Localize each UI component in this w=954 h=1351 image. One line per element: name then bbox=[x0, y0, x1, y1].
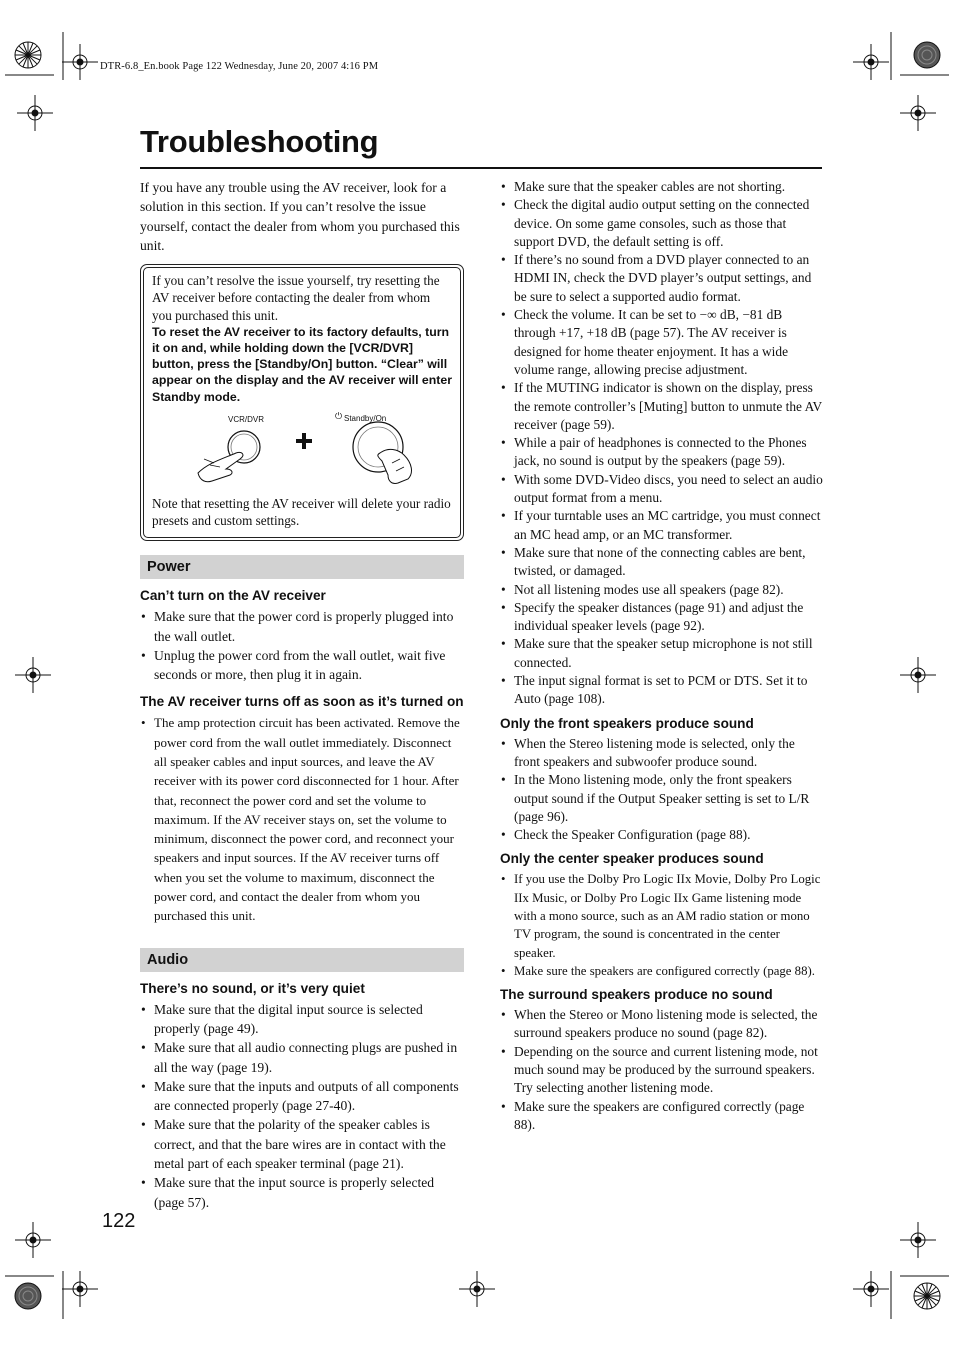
list-item: • Make sure that the speaker cables are not shorting. bbox=[500, 178, 824, 196]
list-item: • Specify the speaker distances (page 91) and adjust the individual speaker levels (page 92). bbox=[500, 599, 824, 636]
list-item: • Make sure that none of the connecting cables are bent, twisted, or damaged. bbox=[500, 544, 824, 581]
list-item: • When the Stereo or Mono listening mode is selected, the surround speakers produce no sound (page 82). bbox=[500, 1006, 824, 1043]
list-item: • While a pair of headphones is connected to the Phones jack, no sound is output by the speakers (page 59). bbox=[500, 434, 824, 471]
page-title: Troubleshooting bbox=[140, 124, 379, 159]
note-text: If you can’t resolve the issue yourself, try resetting the AV receiver before contacting the dealer from whom you purchased this unit. bbox=[152, 273, 440, 323]
list-item: • Check the volume. It can be set to −∞ dB, −81 dB through +17, +18 dB (page 57). The AV receiver is designed for home theater enjoyment. It has a wide volume range, allowing precise adjustment. bbox=[500, 306, 824, 379]
list-item: • Not all listening modes use all speakers (page 82). bbox=[500, 581, 824, 599]
list-no-sound-right bbox=[500, 178, 824, 709]
subheading-front-only: Only the front speakers produce sound bbox=[500, 715, 754, 731]
list-item: • If the MUTING indicator is shown on the display, press the remote controller’s [Muting] button to unmute the AV receiver (page 59). bbox=[500, 379, 824, 434]
list-turns-off bbox=[140, 713, 464, 925]
right-column bbox=[500, 178, 824, 1134]
list-item: • With some DVD-Video discs, you need to select an audio output format from a menu. bbox=[500, 471, 824, 508]
list-item: • Make sure that the digital input source is selected properly (page 49). bbox=[140, 1000, 464, 1039]
page-number: 122 bbox=[102, 1210, 136, 1232]
subheading-center-only: Only the center speaker produces sound bbox=[500, 851, 764, 867]
list-item: • If there’s no sound from a DVD player connected to an HDMI IN, check the DVD player’s output settings, and be sure to select a supported audio format. bbox=[500, 251, 824, 306]
list-front-only bbox=[500, 735, 824, 845]
list-item: • In the Mono listening mode, only the front speakers output sound if the Output Speaker setting is set to L/R (page 96). bbox=[500, 771, 824, 826]
subheading-cant-turn-on: Can’t turn on the AV receiver bbox=[140, 588, 326, 604]
note-warning: Note that resetting the AV receiver will delete your radio presets and custom settings. bbox=[152, 495, 451, 529]
reset-instructions: To reset the AV receiver to its factory defaults, turn it on and, while holding down the [VCR/DVR] button, press the [Standby/On] button. “Clear” will appear on the display and the AV receiver will enter Standby mode. bbox=[152, 324, 453, 404]
power-symbol-icon: ⏻ bbox=[335, 410, 343, 421]
subheading-no-sound: There’s no sound, or it’s very quiet bbox=[140, 980, 365, 996]
subheading-turns-off: The AV receiver turns off as soon as it’s turned on bbox=[140, 694, 464, 710]
list-item: • Check the Speaker Configuration (page 88). bbox=[500, 826, 824, 844]
list-item: • Make sure the speakers are configured correctly (page 88). bbox=[500, 1098, 824, 1135]
left-column bbox=[140, 178, 464, 1212]
section-power: Power bbox=[140, 555, 464, 579]
list-item: • Make sure that the power cord is properly plugged into the wall outlet. bbox=[140, 607, 464, 646]
list-item: • Make sure that the speaker setup microphone is not still connected. bbox=[500, 635, 824, 672]
section-audio: Audio bbox=[140, 948, 464, 972]
list-item: • Make sure that all audio connecting plugs are pushed in all the way (page 19). bbox=[140, 1038, 464, 1077]
list-item: • Make sure that the input source is properly selected (page 57). bbox=[140, 1173, 464, 1212]
hand-press-icon bbox=[152, 411, 452, 491]
list-item: • If your turntable uses an MC cartridge, you must connect an MC head amp, or an MC transformer. bbox=[500, 507, 824, 544]
list-center-only bbox=[500, 870, 824, 980]
list-no-sound-left bbox=[140, 1000, 464, 1212]
intro-paragraph: If you have any trouble using the AV receiver, look for a solution in this section. If you can’t resolve the issue yourself, contact the dealer from whom you purchased this unit. bbox=[140, 180, 460, 253]
standby-on-label: Standby/On bbox=[344, 413, 387, 423]
print-header: DTR-6.8_En.book Page 122 Wednesday, June 20, 2007 4:16 PM bbox=[100, 61, 379, 72]
list-item: • Check the digital audio output setting on the connected device. On some game consoles, such as those that support DVD, the default setting is off. bbox=[500, 196, 824, 251]
list-item: • Depending on the source and current listening mode, not much sound may be produced by the surround speakers. Try selecting another listening mode. bbox=[500, 1043, 824, 1098]
list-surround-none bbox=[500, 1006, 824, 1134]
list-item: • Make sure that the polarity of the speaker cables is correct, and that the bare wires are in contact with the metal part of each speaker terminal (page 21). bbox=[140, 1115, 464, 1173]
list-cant-turn-on bbox=[140, 607, 464, 684]
title-rule bbox=[140, 167, 822, 169]
list-item: • Make sure that the inputs and outputs of all components are connected properly (page 27-40). bbox=[140, 1077, 464, 1116]
list-item: • Make sure the speakers are configured correctly (page 88). bbox=[500, 962, 824, 980]
list-item: • The input signal format is set to PCM or DTS. Set it to Auto (page 108). bbox=[500, 672, 824, 709]
list-item: • Unplug the power cord from the wall outlet, wait five seconds or more, then plug it in again. bbox=[140, 646, 464, 685]
list-item: • If you use the Dolby Pro Logic IIx Movie, Dolby Pro Logic IIx Music, or Dolby Pro Logic IIx Game listening mode with a mono source, such as an AM radio station or mono TV program, the sound is concentrated in the center speaker. bbox=[500, 870, 824, 961]
list-item: • The amp protection circuit has been activated. Remove the power cord from the wall outlet immediately. Disconnect all speaker cables and input sources, and leave the AV receiver with its power cord disconnected for 1 hour. After that, reconnect the power cord and set the volume to maximum. If the AV receiver stays on, set the volume to minimum, disconnect the power cord, and reconnect your speakers and input sources. If the AV receiver turns off when you set the volume to maximum, disconnect the power cord, and contact the dealer from whom you purchased this unit. bbox=[140, 713, 464, 925]
subheading-surround-none: The surround speakers produce no sound bbox=[500, 987, 773, 1003]
vcr-dvr-label: VCR/DVR bbox=[228, 414, 265, 424]
list-item: • When the Stereo listening mode is selected, only the front speakers and subwoofer produce sound. bbox=[500, 735, 824, 772]
reset-note-box bbox=[140, 264, 464, 541]
reset-illustration bbox=[152, 411, 452, 491]
